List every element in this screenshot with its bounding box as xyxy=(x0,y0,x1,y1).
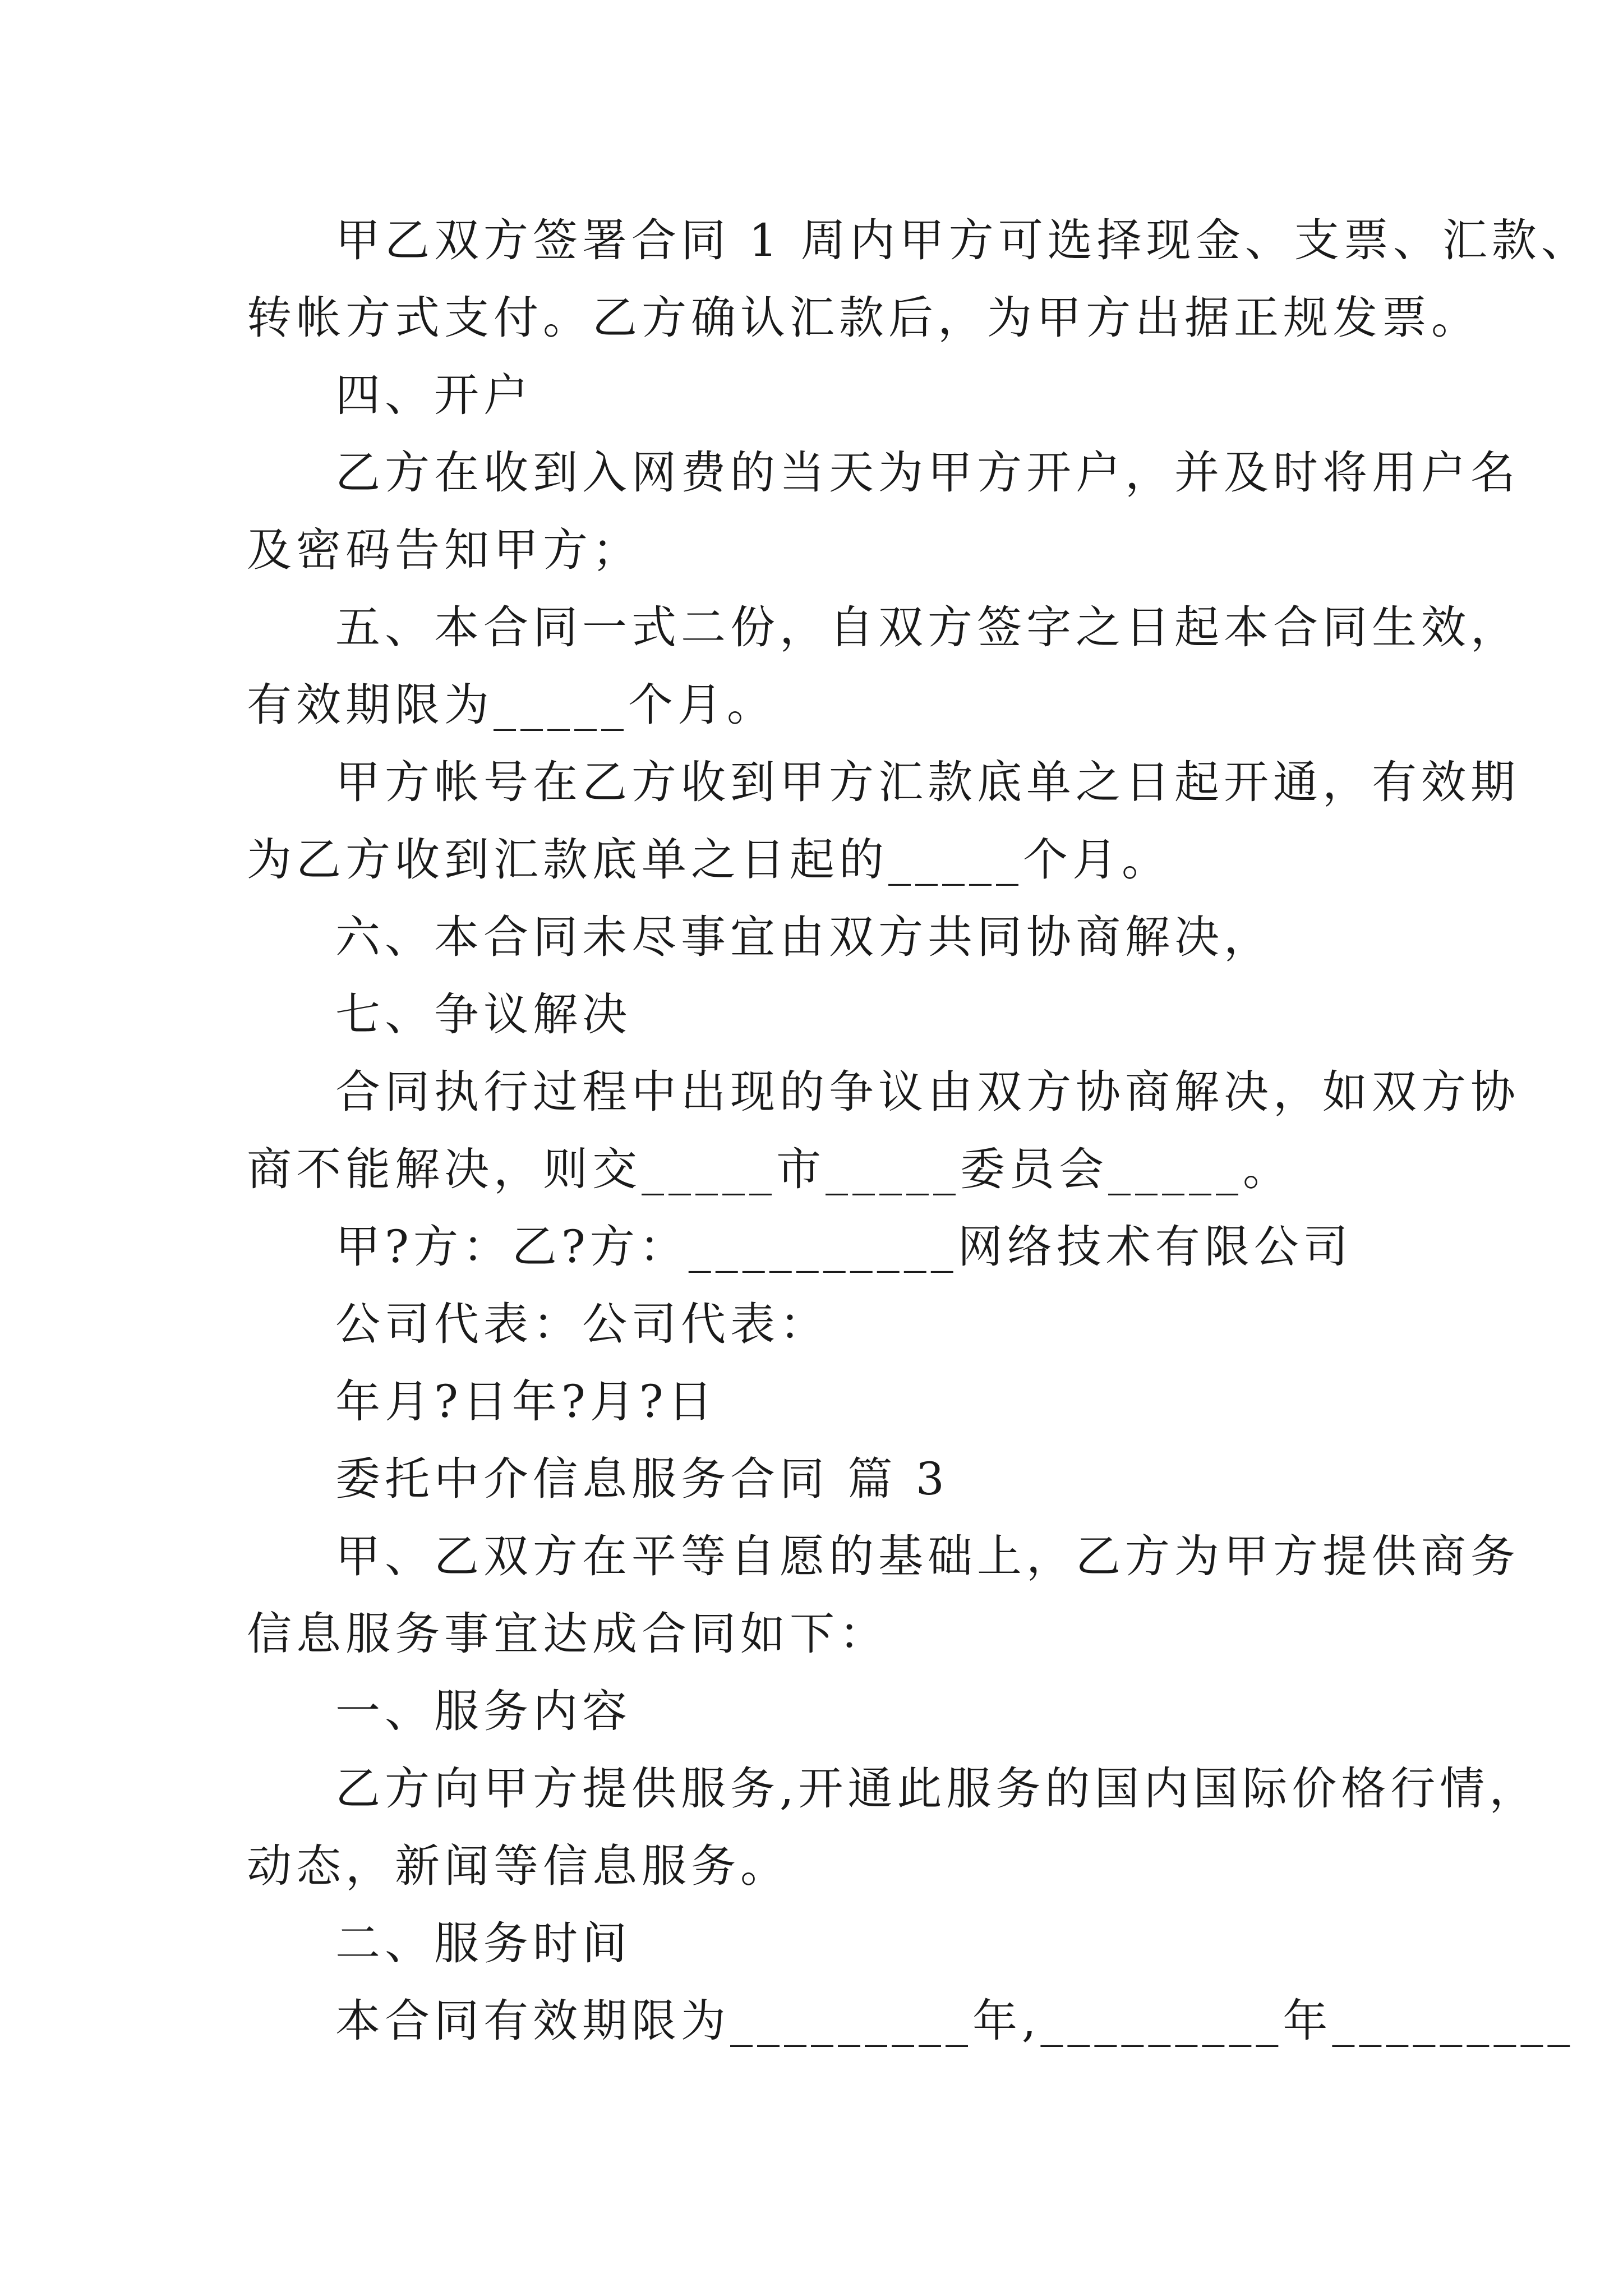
paragraph-line: 合同执行过程中出现的争议由双方协商解决，如双方协 xyxy=(335,1066,1520,1118)
section-heading: 二、服务时间 xyxy=(335,1917,631,1970)
paragraph-line: 商不能解决，则交_____市_____委员会_____。 xyxy=(247,1143,1292,1195)
paragraph-line: 甲、乙双方在平等自愿的基础上，乙方为甲方提供商务 xyxy=(335,1530,1520,1582)
paragraph-line: 乙方在收到入网费的当天为甲方开户，并及时将用户名 xyxy=(335,447,1520,499)
paragraph-line: 甲方帐号在乙方收到甲方汇款底单之日起开通，有效期 xyxy=(335,756,1520,808)
signature-line: 甲?方：乙?方：__________网络技术有限公司 xyxy=(335,1221,1353,1273)
paragraph-line: 五、本合同一式二份，自双方签字之日起本合同生效， xyxy=(335,601,1520,654)
paragraph-line: 有效期限为_____个月。 xyxy=(247,679,776,731)
paragraph-line: 本合同有效期限为_________年,_________年_________ xyxy=(335,1995,1575,2047)
signature-line: 公司代表：公司代表： xyxy=(335,1298,829,1350)
section-heading: 四、开户 xyxy=(335,369,533,421)
date-line: 年月?日年?月?日 xyxy=(335,1375,717,1428)
paragraph-line: 乙方向甲方提供服务,开通此服务的国内国际价格行情， xyxy=(335,1763,1539,1815)
section-heading: 一、服务内容 xyxy=(335,1685,631,1737)
paragraph-line: 信息服务事宜达成合同如下： xyxy=(247,1608,888,1660)
paragraph-line: 动态，新闻等信息服务。 xyxy=(247,1840,790,1892)
section-heading: 七、争议解决 xyxy=(335,988,631,1041)
paragraph-line: 甲乙双方签署合同 1 周内甲方可选择现金、支票、汇款、 xyxy=(335,214,1590,266)
document-title: 委托中介信息服务合同 篇 3 xyxy=(335,1453,949,1505)
paragraph-line: 六、本合同未尽事宜由双方共同协商解决， xyxy=(335,911,1273,963)
paragraph-line: 及密码告知甲方； xyxy=(247,524,642,576)
paragraph-line: 为乙方收到汇款底单之日起的_____个月。 xyxy=(247,834,1171,886)
document-body xyxy=(247,202,1590,2060)
paragraph-line: 转帐方式支付。乙方确认汇款后，为甲方出据正规发票。 xyxy=(247,292,1481,344)
